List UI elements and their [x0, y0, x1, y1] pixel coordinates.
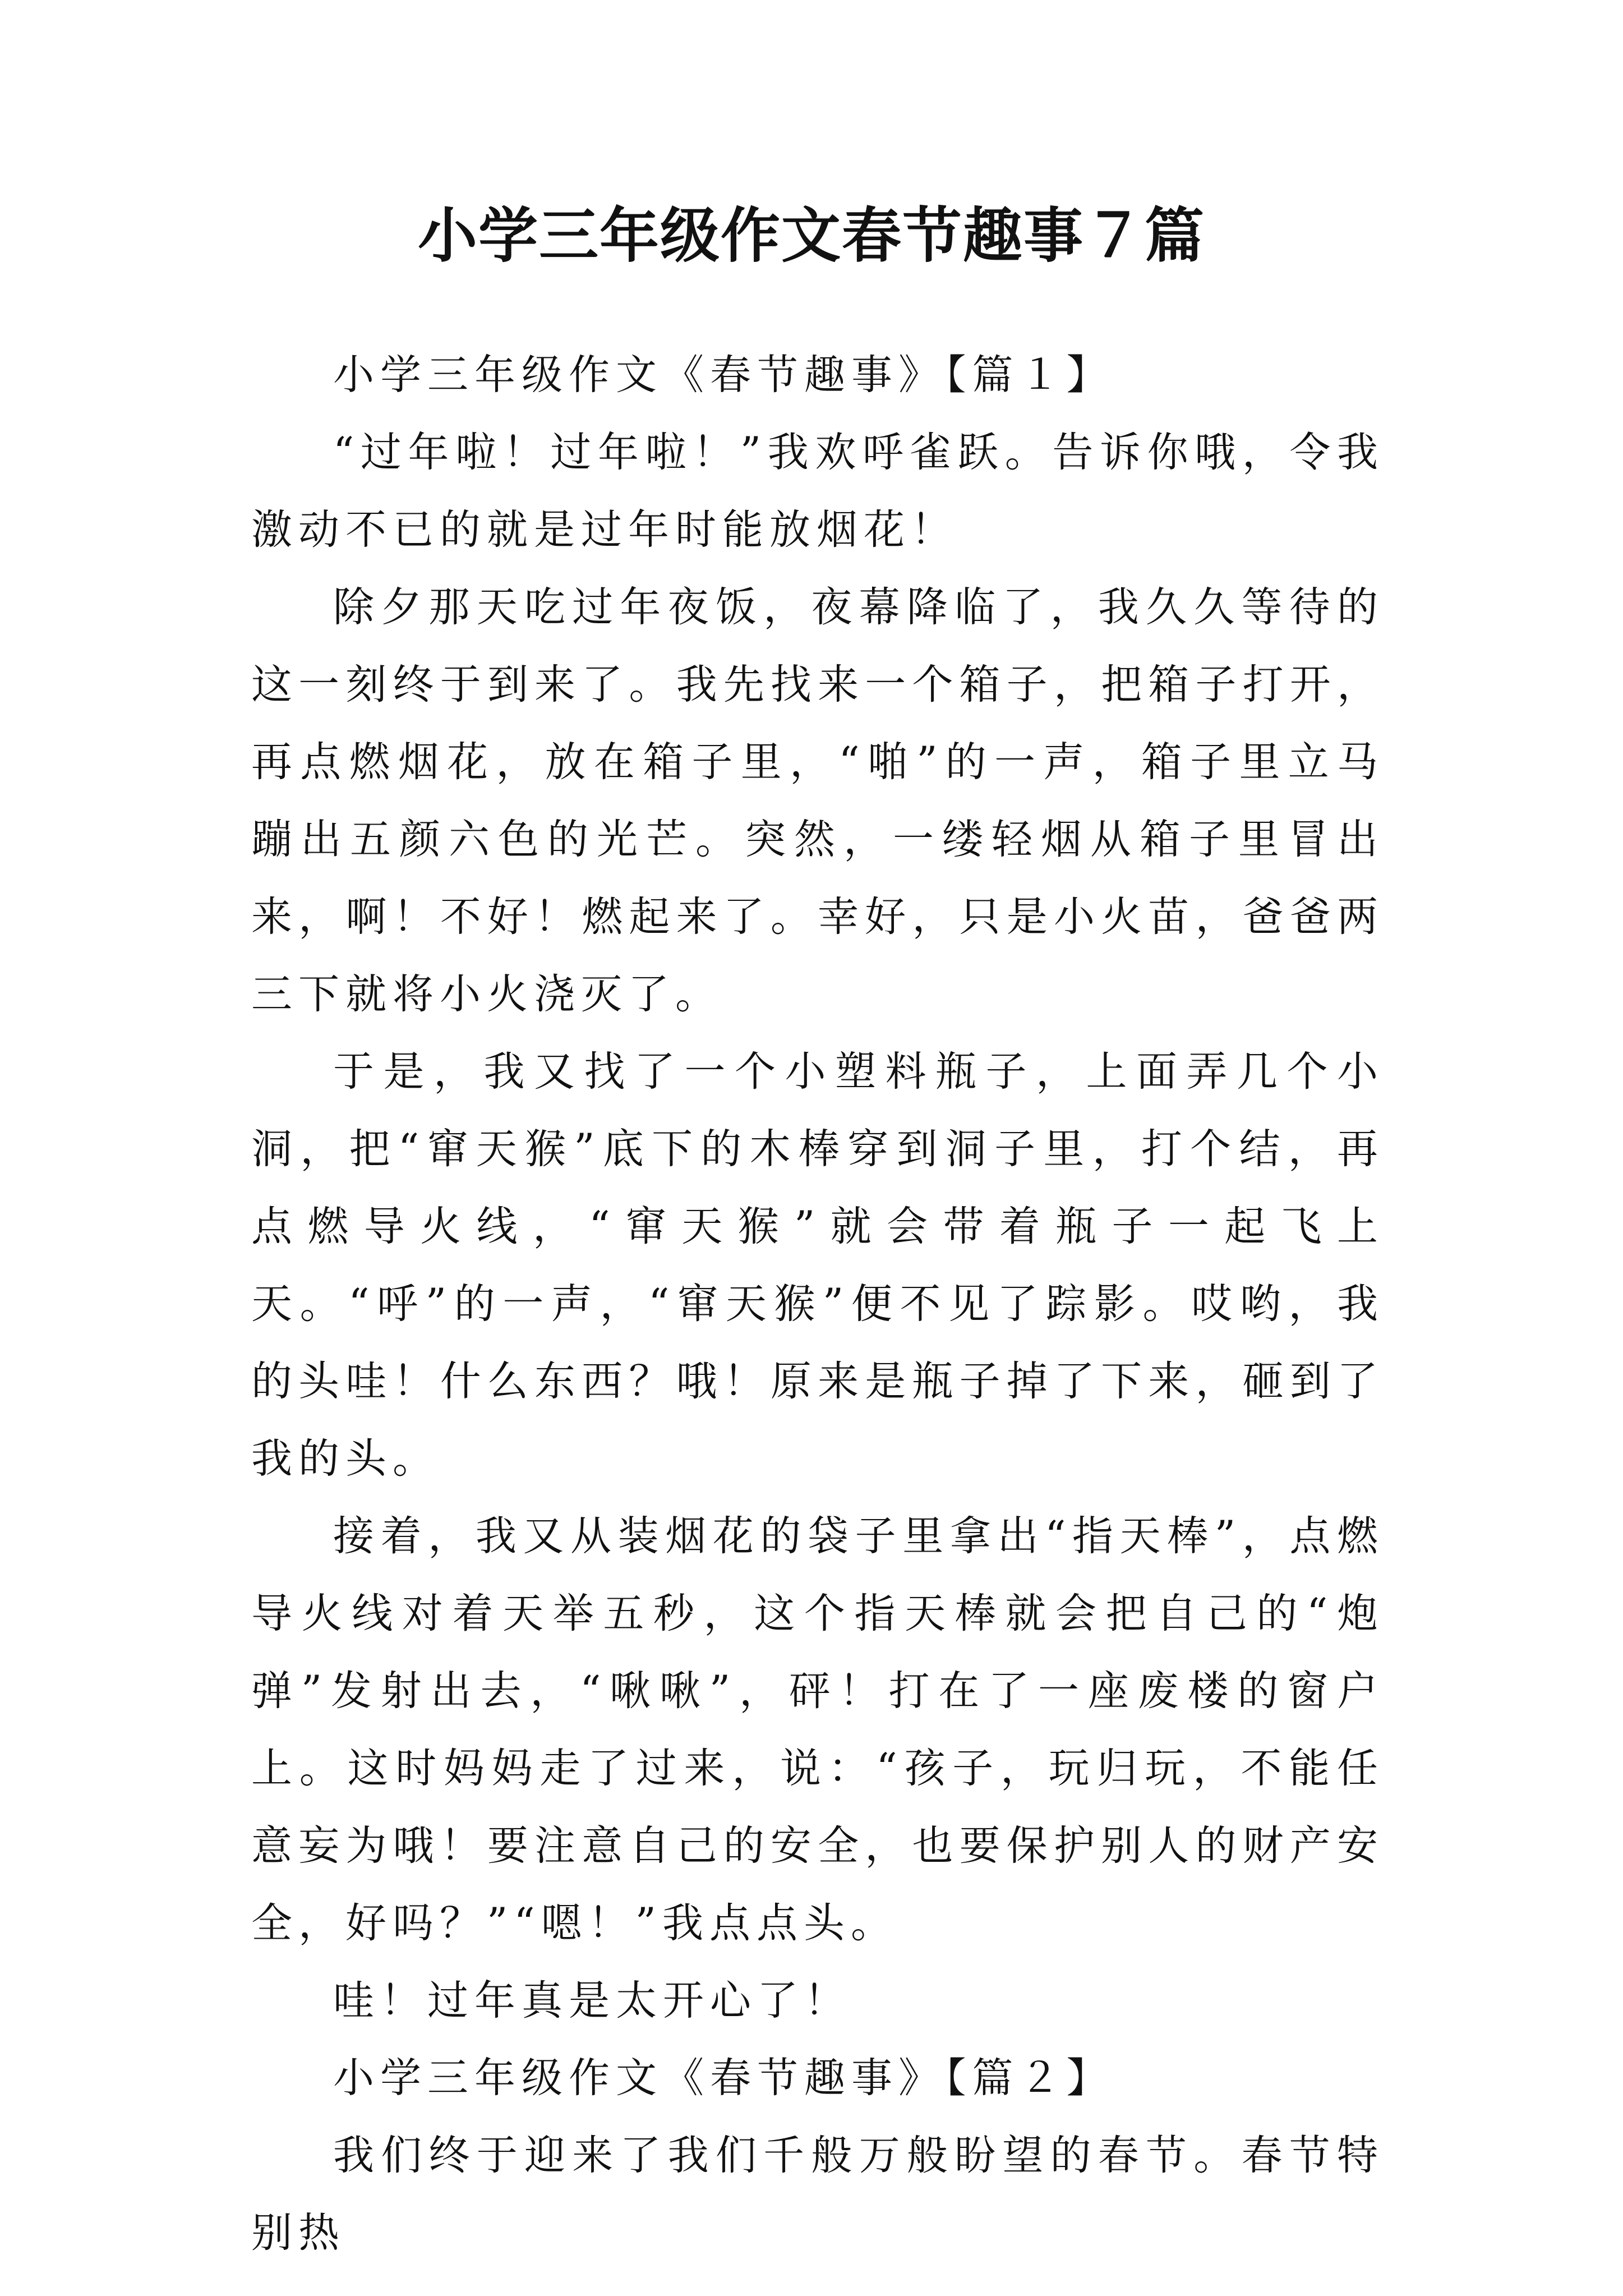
- paragraph: 哇！过年真是太开心了！: [333, 1977, 851, 2024]
- section-heading-1: 小学三年级作文《春节趣事》【篇１】: [333, 351, 1114, 399]
- section-heading-2: 小学三年级作文《春节趣事》【篇２】: [333, 2054, 1114, 2102]
- paragraph: “过年啦！过年啦！”我欢呼雀跃。告诉你哦，令我激动不已的就是过年时能放烟花！: [251, 429, 1384, 554]
- paragraph: 我们终于迎来了我们千般万般盼望的春节。春节特别热: [251, 2132, 1384, 2257]
- paragraph: 接着，我又从装烟花的袋子里拿出“指天棒”，点燃导火线对着天举五秒，这个指天棒就会把自己的“炮弹”发射出去，“啾啾”，砰！打在了一座废楼的窗户上。这时妈妈走了过来，说：“孩子，玩归玩，不能任意妄为哦！要注意自己的安全，也要保护别人的财产安全，好吗？”“嗯！”我点点头。: [251, 1512, 1384, 1947]
- document-title: 小学三年级作文春节趣事７篇: [418, 200, 1205, 270]
- document-body: [251, 337, 1384, 2272]
- paragraph: 除夕那天吃过年夜饭，夜幕降临了，我久久等待的这一刻终于到来了。我先找来一个箱子，把箱子打开，再点燃烟花，放在箱子里，“啪”的一声，箱子里立马蹦出五颜六色的光芒。突然，一缕轻烟从箱子里冒出来，啊！不好！燃起来了。幸好，只是小火苗，爸爸两三下就将小火浇灭了。: [251, 583, 1384, 1018]
- paragraph: 于是，我又找了一个小塑料瓶子，上面弄几个小洞，把“窜天猴”底下的木棒穿到洞子里，打个结，再点燃导火线，“窜天猴”就会带着瓶子一起飞上天。“呼”的一声，“窜天猴”便不见了踪影。哎哟，我的头哇！什么东西？哦！原来是瓶子掉了下来，砸到了我的头。: [251, 1048, 1384, 1483]
